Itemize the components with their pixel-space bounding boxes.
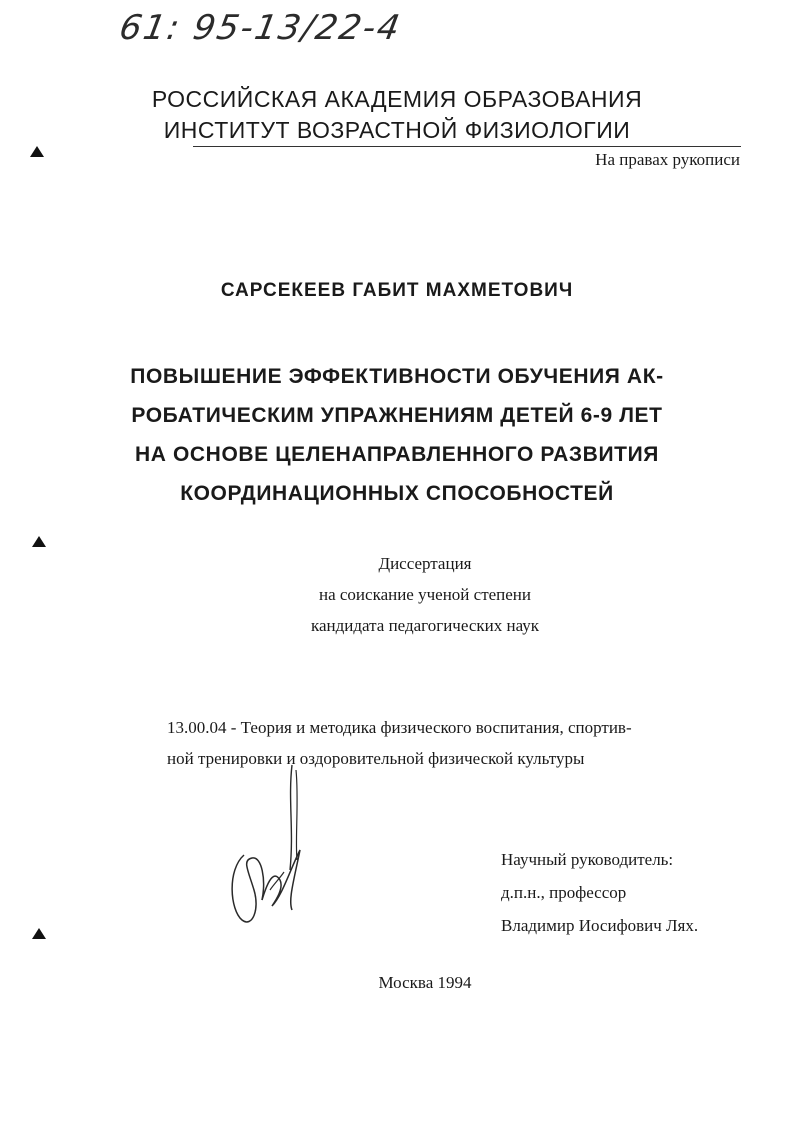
specialty-line: 13.00.04 - Теория и методика физического воспитания, спортив- (167, 718, 632, 737)
title-line: НА ОСНОВЕ ЦЕЛЕНАПРАВЛЕННОГО РАЗВИТИЯ (135, 443, 659, 466)
margin-mark (30, 146, 44, 157)
scientific-supervisor (501, 843, 698, 942)
degree-statement (0, 548, 794, 641)
degree-line: на соискание ученой степени (318, 585, 532, 604)
header-rule (193, 146, 741, 147)
handwritten-archive-code: 61: 95-13/22-4 (116, 8, 405, 48)
signature (222, 760, 332, 940)
place-and-year: Москва 1994 (378, 973, 472, 992)
dissertation-title (100, 357, 694, 513)
title-line: КООРДИНАЦИОННЫХ СПОСОБНОСТЕЙ (180, 482, 614, 505)
institute-name: ИНСТИТУТ ВОЗРАСТНОЙ ФИЗИОЛОГИИ (163, 117, 631, 143)
title-line: РОБАТИЧЕСКИМ УПРАЖНЕНИЯМ ДЕТЕЙ 6-9 ЛЕТ (131, 404, 663, 427)
margin-mark (32, 536, 46, 547)
rights-note: На правах рукописи (595, 150, 740, 169)
title-line: ПОВЫШЕНИЕ ЭФФЕКТИВНОСТИ ОБУЧЕНИЯ АК- (130, 365, 664, 388)
supervisor-line: Научный руководитель: (501, 850, 674, 869)
supervisor-line: д.п.н., профессор (501, 883, 627, 902)
supervisor-line: Владимир Иосифович Лях. (501, 916, 699, 935)
margin-mark (32, 928, 46, 939)
degree-line: кандидата педагогических наук (310, 616, 540, 635)
organization-name: РОССИЙСКАЯ АКАДЕМИЯ ОБРАЗОВАНИЯ (151, 86, 643, 112)
specialty-line: ной тренировки и оздоровительной физической культуры (167, 749, 585, 768)
degree-line: Диссертация (378, 554, 472, 573)
author-name: САРСЕКЕЕВ ГАБИТ МАХМЕТОВИЧ (220, 280, 574, 301)
